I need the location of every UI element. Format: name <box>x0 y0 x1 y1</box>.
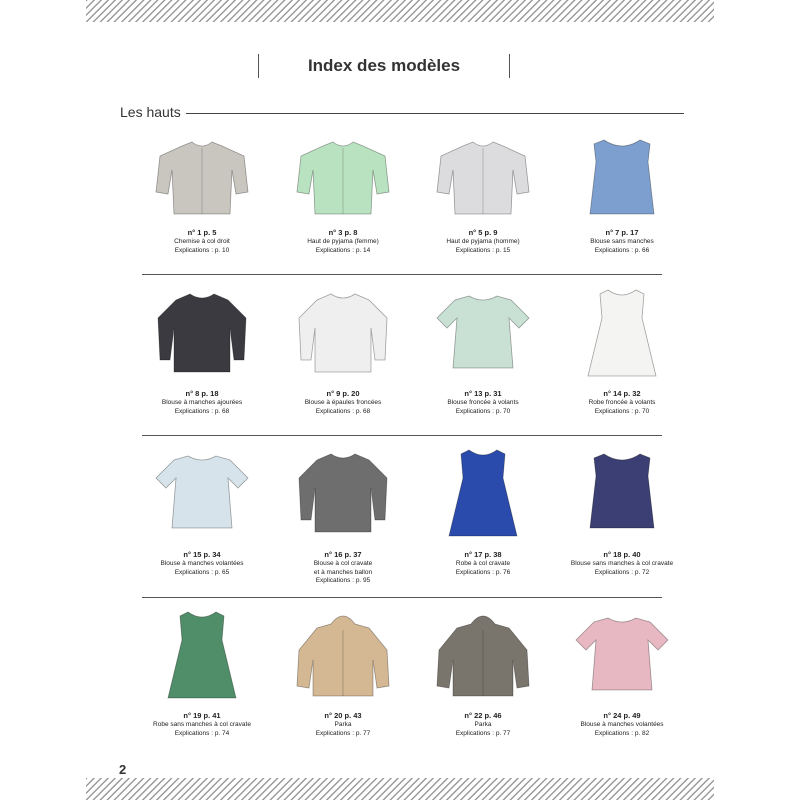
model-reference: n° 3 p. 8 <box>328 228 358 237</box>
model-name-line2: et à manches ballon <box>313 568 373 576</box>
model-name: Parka <box>474 721 492 728</box>
model-name: Robe froncée à volants <box>588 399 656 406</box>
model-name: Blouse à manches volantées <box>580 721 664 728</box>
model-name: Haut de pyjama (femme) <box>307 238 379 245</box>
model-card <box>273 448 413 538</box>
model-caption <box>552 389 692 416</box>
model-name: Blouse à épaules froncées <box>304 399 382 406</box>
model-reference: n° 5 p. 9 <box>468 228 498 237</box>
model-caption <box>273 711 413 738</box>
model-card <box>132 134 272 224</box>
model-card <box>413 448 553 538</box>
model-instructions-page: Explications : p. 14 <box>315 246 371 254</box>
model-reference: n° 22 p. 46 <box>464 711 502 720</box>
model-caption <box>413 228 553 255</box>
model-instructions-page: Explications : p. 70 <box>594 407 650 415</box>
model-name: Robe à col cravate <box>455 560 511 567</box>
section-rule <box>186 113 684 114</box>
sleeveless-blouse-icon <box>552 134 692 224</box>
model-caption <box>413 711 553 738</box>
model-caption <box>552 550 692 577</box>
model-caption <box>273 550 413 586</box>
model-card <box>413 288 553 378</box>
model-reference: n° 7 p. 17 <box>605 228 639 237</box>
model-reference: n° 18 p. 40 <box>603 550 641 559</box>
model-reference: n° 9 p. 20 <box>326 389 360 398</box>
ruffle-blouse-icon <box>132 448 272 538</box>
model-name: Blouse sans manches <box>590 238 654 245</box>
ruffle-blouse-icon <box>413 288 553 378</box>
model-reference: n° 15 p. 34 <box>183 550 221 559</box>
model-reference: n° 13 p. 31 <box>464 389 502 398</box>
model-reference: n° 14 p. 32 <box>603 389 641 398</box>
model-reference: n° 19 p. 41 <box>183 711 221 720</box>
shirt-icon <box>273 134 413 224</box>
model-caption <box>132 711 272 738</box>
model-card <box>413 134 553 224</box>
model-card <box>132 610 272 700</box>
model-reference: n° 1 p. 5 <box>187 228 217 237</box>
model-caption <box>132 228 272 255</box>
shirt-icon <box>413 134 553 224</box>
section-title: Les hauts <box>120 104 181 120</box>
model-name: Blouse sans manches à col cravate <box>570 560 674 567</box>
model-instructions-page: Explications : p. 76 <box>455 568 511 576</box>
model-card <box>552 288 692 378</box>
model-reference: n° 17 p. 38 <box>464 550 502 559</box>
model-instructions-page: Explications : p. 66 <box>594 246 650 254</box>
model-name: Robe sans manches à col cravate <box>153 721 251 728</box>
bottom-stripe-border <box>86 778 714 800</box>
model-card <box>552 448 692 538</box>
model-caption <box>132 550 272 577</box>
model-name: Blouse à col cravate <box>313 560 373 567</box>
model-card <box>132 448 272 538</box>
model-caption <box>273 228 413 255</box>
page-title: Index des modèles <box>307 56 461 75</box>
model-caption <box>552 228 692 255</box>
model-name: Blouse à manches ajourées <box>161 399 243 406</box>
model-name: Blouse froncée à volants <box>447 399 519 406</box>
model-card <box>273 610 413 700</box>
model-instructions-page: Explications : p. 82 <box>594 729 650 737</box>
model-caption <box>552 711 692 738</box>
model-name: Chemise à col droit <box>174 238 230 245</box>
shirt-icon <box>132 134 272 224</box>
model-card <box>413 610 553 700</box>
row-divider <box>142 597 662 598</box>
top-stripe-border <box>86 0 714 22</box>
model-instructions-page: Explications : p. 68 <box>315 407 371 415</box>
model-instructions-page: Explications : p. 65 <box>174 568 230 576</box>
sleeveless-blouse-icon <box>552 448 692 538</box>
model-instructions-page: Explications : p. 68 <box>174 407 230 415</box>
model-name: Parka <box>334 721 352 728</box>
model-card <box>273 288 413 378</box>
ruffle-blouse-icon <box>552 610 692 700</box>
row-divider <box>142 435 662 436</box>
model-instructions-page: Explications : p. 72 <box>594 568 650 576</box>
model-reference: n° 8 p. 18 <box>185 389 219 398</box>
model-caption <box>413 389 553 416</box>
page-number: 2 <box>119 762 127 777</box>
model-instructions-page: Explications : p. 77 <box>455 729 511 737</box>
row-divider <box>142 274 662 275</box>
blouse-icon <box>273 448 413 538</box>
model-instructions-page: Explications : p. 95 <box>315 577 371 584</box>
blouse-icon <box>273 288 413 378</box>
model-card <box>552 610 692 700</box>
model-instructions-page: Explications : p. 70 <box>455 407 511 415</box>
model-caption <box>413 550 553 577</box>
parka-icon <box>413 610 553 700</box>
model-instructions-page: Explications : p. 15 <box>455 246 511 254</box>
model-caption <box>273 389 413 416</box>
dress-icon <box>413 448 553 538</box>
model-reference: n° 24 p. 49 <box>603 711 641 720</box>
title-divider-right <box>509 54 510 78</box>
model-card <box>552 134 692 224</box>
model-reference: n° 16 p. 37 <box>324 550 362 559</box>
parka-icon <box>273 610 413 700</box>
model-instructions-page: Explications : p. 10 <box>174 246 230 254</box>
dress-icon <box>132 610 272 700</box>
model-caption <box>132 389 272 416</box>
dress-icon <box>552 288 692 378</box>
model-instructions-page: Explications : p. 77 <box>315 729 371 737</box>
blouse-icon <box>132 288 272 378</box>
model-card <box>132 288 272 378</box>
model-name: Haut de pyjama (homme) <box>446 238 520 245</box>
model-instructions-page: Explications : p. 74 <box>174 729 230 737</box>
model-name: Blouse à manches volantées <box>160 560 244 567</box>
model-reference: n° 20 p. 43 <box>324 711 362 720</box>
model-card <box>273 134 413 224</box>
